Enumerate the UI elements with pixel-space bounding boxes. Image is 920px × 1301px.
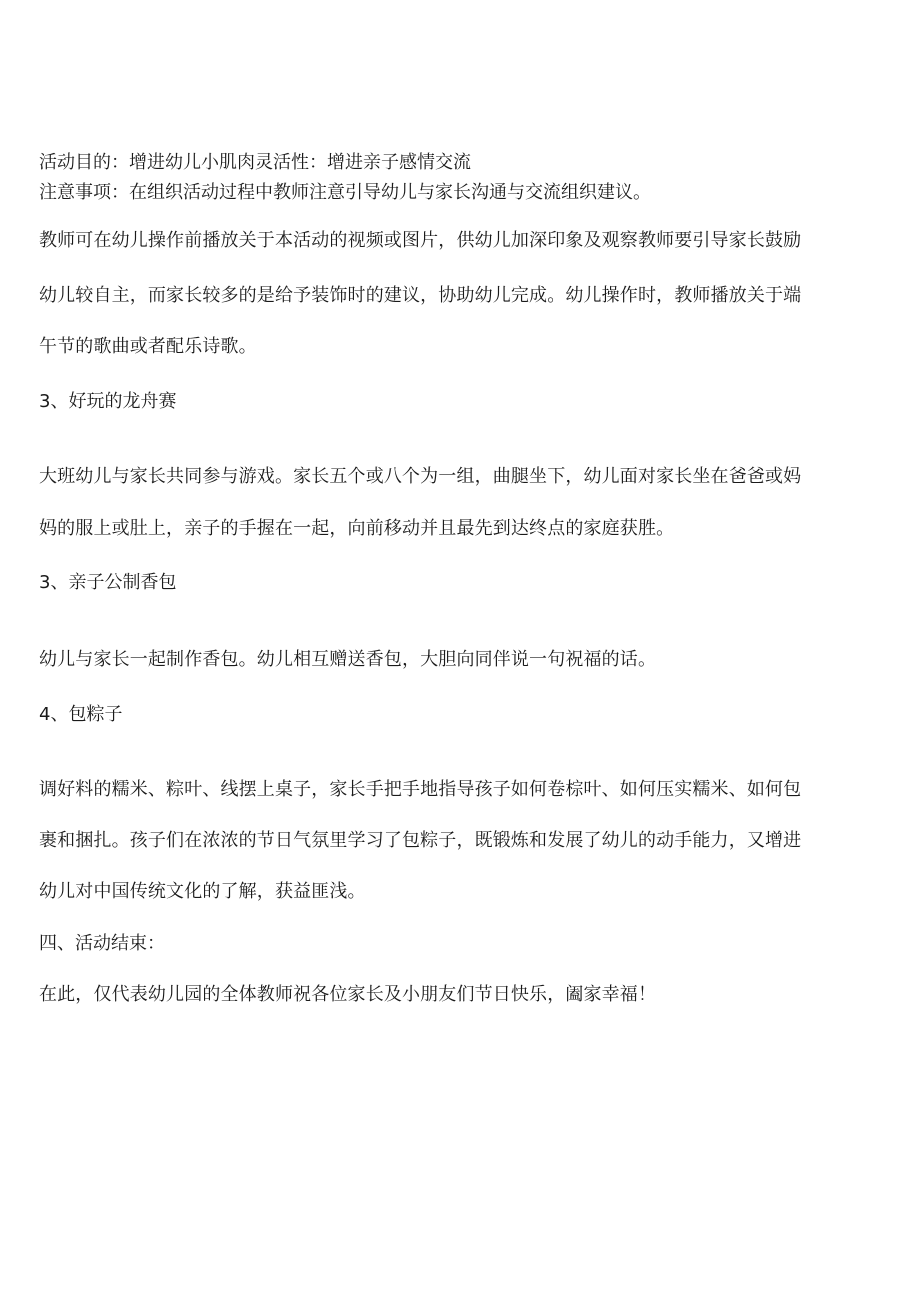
intro-paragraph-line-1: 教师可在幼儿操作前播放关于本活动的视频或图片，供幼儿加深印象及观察教师要引导家长鼓励 (39, 230, 802, 251)
dragon-boat-paragraph-line-2: 妈的服上或肚上，亲子的手握在一起，向前移动并且最先到达终点的家庭获胜。 (39, 518, 675, 539)
dragon-boat-paragraph-line-1: 大班幼儿与家长共同参与游戏。家长五个或八个为一组，曲腿坐下，幼儿面对家长坐在爸爸或妈 (39, 466, 802, 487)
intro-paragraph-line-2: 幼儿较自主，而家长较多的是给予装饰时的建议，协助幼儿完成。幼儿操作时，教师播放关于端 (39, 285, 802, 306)
activity-goal-line: 活动目的：增进幼儿小肌肉灵活性：增进亲子感情交流 (39, 152, 471, 173)
heading-dragon-boat-race: 3、好玩的龙舟赛 (39, 391, 177, 412)
closing-line: 在此，仅代表幼儿园的全体教师祝各位家长及小朋友们节日快乐，阖家幸福！ (39, 984, 657, 1005)
heading-zongzi: 4、包粽子 (39, 704, 123, 725)
heading-sachet-making: 3、亲子公制香包 (39, 572, 177, 593)
sachet-paragraph-line-1: 幼儿与家长一起制作香包。幼儿相互赠送香包，大胆向同伴说一句祝福的话。 (39, 649, 657, 670)
heading-activity-end: 四、活动结束： (39, 933, 165, 954)
zongzi-paragraph-line-2: 裹和捆扎。孩子们在浓浓的节日气氛里学习了包粽子，既锻炼和发展了幼儿的动手能力，又增进 (39, 830, 802, 851)
precautions-line: 注意事项：在组织活动过程中教师注意引导幼儿与家长沟通与交流组织建议。 (39, 182, 651, 203)
zongzi-paragraph-line-3: 幼儿对中国传统文化的了解，获益匪浅。 (39, 881, 366, 902)
zongzi-paragraph-line-1: 调好料的糯米、粽叶、线摆上桌子，家长手把手地指导孩子如何卷棕叶、如何压实糯米、如何包 (39, 779, 802, 800)
intro-paragraph-line-3: 午节的歌曲或者配乐诗歌。 (39, 336, 257, 357)
